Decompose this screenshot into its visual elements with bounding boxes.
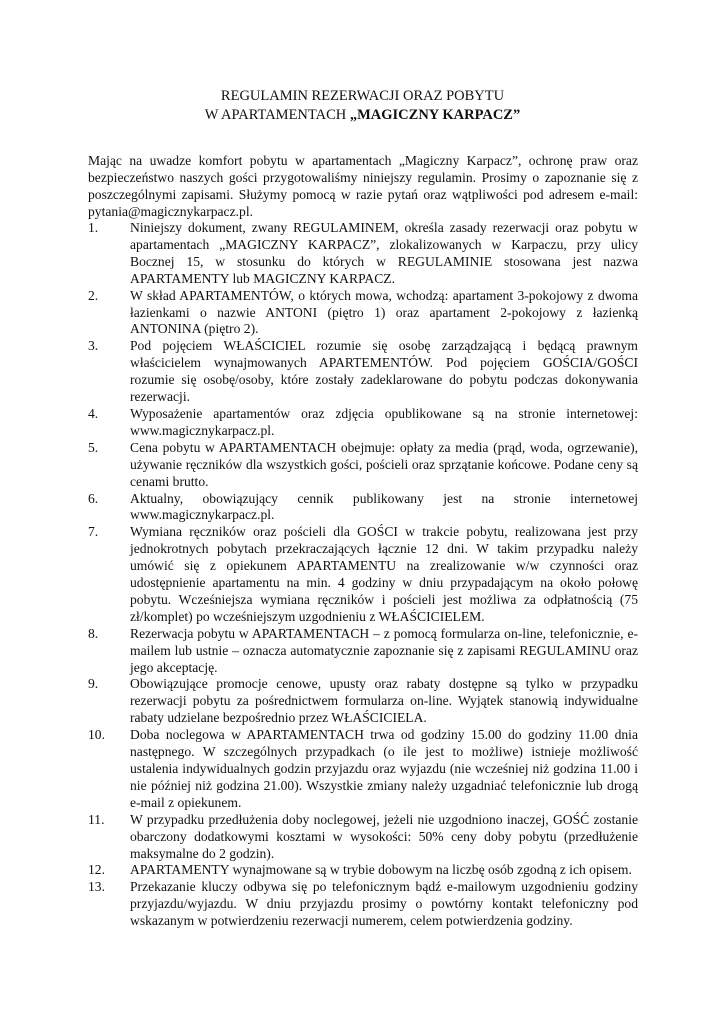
intro-paragraph: Mając na uwadze komfort pobytu w apartamentach „Magiczny Karpacz”, ochronę praw oraz bezpieczeństwo naszych gości przygotowaliśmy niniejszy regulamin. Prosimy o zapoznanie się z poszczególnymi zapisami. Służymy pomocą w razie pytań oraz wątpliwości pod adresem e-mail: pytania@magicznykarpacz.pl. bbox=[88, 152, 638, 219]
rule-text: Wymiana ręczników oraz pościeli dla GOŚCI w trakcie pobytu, realizowana jest przy jednokrotnych pobytach przekraczających łącznie 12 dni. W takim przypadku należy umówić się z opiekunem APARTAMENTU na zrealizowanie w/w czynności oraz udostępnienie apartamentu na min. 4 godziny w dniu przypadającym na około połowę pobytu. Wcześniejsza wymiana ręczników i pościeli jest możliwa za odpłatnością (75 zł/komplet) po wcześniejszym uzgodnieniu z WŁAŚCICIELEM. bbox=[130, 524, 638, 624]
title-line-2 bbox=[0, 106, 725, 125]
rule-item bbox=[88, 406, 638, 440]
rule-number: 1. bbox=[88, 220, 99, 235]
rule-text: Doba noclegowa w APARTAMENTACH trwa od godziny 15.00 do godziny 11.00 dnia następnego. W szczególnych przypadkach (o ile jest to możliwe) istnieje możliwość ustalenia indywidualnych godzin przyjazdu oraz wyjazdu (nie wcześniej niż godzina 11.00 i nie później niż godzina 21.00). Wszystkie zmiany należy uzgadniać telefonicznie lub drogą e-mail z opiekunem. bbox=[130, 727, 638, 810]
rule-number: 6. bbox=[88, 490, 99, 506]
rule-item bbox=[88, 812, 638, 863]
rule-number: 7. bbox=[88, 524, 99, 540]
rule-text: W skład APARTAMENTÓW, o których mowa, wchodzą: apartament 3-pokojowy z dwoma łazienkami o nazwie ANTONI (piętro 1) oraz apartament 2-pokojowy z łazienką ANTONINA (piętro 2). bbox=[130, 287, 638, 337]
rule-item bbox=[88, 440, 638, 491]
rule-number: 5. bbox=[88, 439, 99, 455]
rule-number: 8. bbox=[88, 625, 99, 641]
rule-item bbox=[88, 524, 638, 625]
title-brand: „MAGICZNY KARPACZ” bbox=[349, 107, 521, 123]
document-title bbox=[0, 87, 725, 125]
rule-number: 12. bbox=[88, 862, 105, 878]
rule-text: W przypadku przedłużenia doby noclegowej, jeżeli nie uzgodniono inaczej, GOŚĆ zostanie obarczony dodatkowymi kosztami w wysokości: 50% ceny doby pobytu (przedłużenie maksymalne do 2 godzin). bbox=[130, 811, 638, 861]
rule-item bbox=[88, 862, 638, 879]
rule-text: Przekazanie kluczy odbywa się po telefonicznym bądź e-mailowym uzgodnieniu godziny przyjazdu/wyjazdu. W dniu przyjazdu prosimy o powtórny kontakt telefoniczny pod wskazanym w potwierdzeniu rezerwacji numerem, celem potwierdzenia godziny. bbox=[130, 879, 638, 929]
rule-number: 3. bbox=[88, 338, 99, 354]
rule-item bbox=[88, 491, 638, 525]
rule-item bbox=[88, 338, 638, 406]
title-line-2-prefix: W APARTAMENTACH bbox=[204, 107, 350, 123]
title-line-1: REGULAMIN REZERWACJI ORAZ POBYTU bbox=[220, 88, 505, 104]
rule-number: 10. bbox=[88, 727, 105, 743]
rule-text: APARTAMENTY wynajmowane są w trybie dobowym na liczbę osób zgodną z ich opisem. bbox=[130, 862, 632, 878]
rule-item bbox=[88, 727, 638, 812]
rule-number: 11. bbox=[88, 811, 105, 827]
rule-text: Aktualny, obowiązujący cennik publikowany jest na stronie internetowej www.magicznykarpacz.pl. bbox=[130, 490, 638, 523]
rule-text: Cena pobytu w APARTAMENTACH obejmuje: opłaty za media (prąd, woda, ogrzewanie), używanie ręczników dla wszystkich gości, pościeli oraz sprzątanie końcowe. Podane ceny są cenami brutto. bbox=[130, 439, 638, 489]
rule-number: 9. bbox=[88, 676, 99, 692]
rule-text: Pod pojęciem WŁAŚCICIEL rozumie się osobę zarządzającą i będącą prawnym właścicielem wynajmowanych APARTEMENTÓW. Pod pojęciem GOŚCIA/GOŚCI rozumie się osobę/osoby, które zostały zadeklarowane do pobytu podczas dokonywania rezerwacji. bbox=[130, 338, 638, 405]
rule-number: 13. bbox=[88, 879, 105, 895]
rule-item bbox=[88, 676, 638, 727]
rule-text: Wyposażenie apartamentów oraz zdjęcia opublikowane są na stronie internetowej: www.magicznykarpacz.pl. bbox=[130, 405, 638, 438]
rule-number: 2. bbox=[88, 287, 99, 303]
rule-item bbox=[88, 626, 638, 677]
rules-list bbox=[88, 220, 638, 930]
rule-item bbox=[88, 288, 638, 339]
rule-item bbox=[88, 879, 638, 930]
rule-number: 4. bbox=[88, 405, 99, 421]
rule-item bbox=[88, 220, 638, 288]
rule-text: Obowiązujące promocje cenowe, upusty oraz rabaty dostępne są tylko w przypadku rezerwacji pobytu za pośrednictwem formularza on-line. Wyjątek stanowią indywidualne rabaty udzielane bezpośrednio przez WŁAŚCICIELA. bbox=[130, 676, 638, 726]
rule-text: Niniejszy dokument, zwany REGULAMINEM, określa zasady rezerwacji oraz pobytu w apartamentach „MAGICZNY KARPACZ”, zlokalizowanych w Karpaczu, przy ulicy Bocznej 15, w stosunku do których w REGULAMINIE stosowana jest nazwa APARTAMENTY lub MAGICZNY KARPACZ. bbox=[130, 220, 638, 286]
rule-text: Rezerwacja pobytu w APARTAMENTACH – z pomocą formularza on-line, telefonicznie, e-mailem lub ustnie – oznacza automatycznie zapoznanie się z zapisami REGULAMINU oraz jego akceptację. bbox=[130, 625, 638, 675]
